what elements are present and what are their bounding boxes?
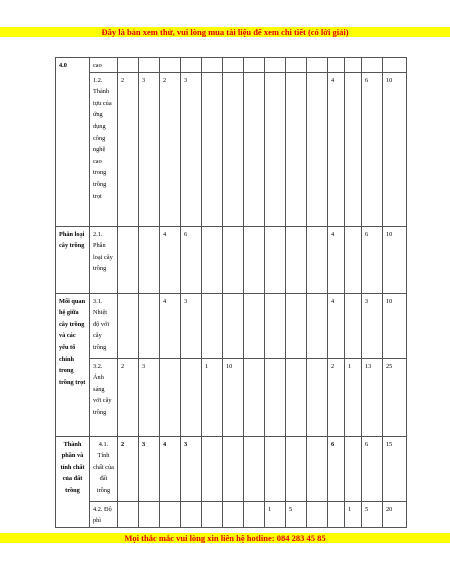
matrix-cell: 2: [118, 436, 139, 501]
matrix-cell: 10: [383, 293, 407, 358]
matrix-cell: [118, 501, 139, 527]
matrix-cell: 4: [160, 226, 181, 293]
matrix-cell: 20: [383, 501, 407, 527]
matrix-cell: [345, 293, 362, 358]
topic-cell: Mối quan hệ giữa cây trồng và các yếu tố chính trong trồng trọt: [56, 293, 90, 436]
matrix-cell: [265, 72, 286, 226]
table-row: [56, 358, 407, 436]
lesson-cell: cao: [90, 58, 118, 73]
matrix-cell: [223, 72, 244, 226]
matrix-cell: 3: [139, 72, 160, 226]
table-row: [56, 501, 407, 527]
matrix-cell: 10: [223, 358, 244, 436]
matrix-cell: [202, 293, 223, 358]
matrix-cell: [202, 72, 223, 226]
matrix-cell: [223, 226, 244, 293]
matrix-cell: 4: [328, 72, 345, 226]
matrix-cell: 6: [362, 226, 383, 293]
matrix-cell: 5: [362, 501, 383, 527]
matrix-cell: 3: [181, 436, 202, 501]
matrix-cell: 1: [202, 358, 223, 436]
matrix-cell: 10: [383, 226, 407, 293]
matrix-cell: [244, 226, 265, 293]
matrix-cell: 5: [286, 501, 307, 527]
table-row: [56, 58, 407, 73]
matrix-cell: [265, 436, 286, 501]
lesson-cell: 3.1. Nhiệt độ với cây trồng: [90, 293, 118, 358]
matrix-cell: [265, 226, 286, 293]
table-row: [56, 226, 407, 293]
matrix-cell: [244, 358, 265, 436]
matrix-cell: [244, 436, 265, 501]
matrix-cell: 4: [328, 293, 345, 358]
matrix-cell: 4: [160, 293, 181, 358]
matrix-cell: [202, 226, 223, 293]
matrix-cell: [202, 436, 223, 501]
preview-notice-banner: [0, 27, 450, 37]
lesson-cell: 1.2. Thành tựu của ứng dụng công nghệ cao trong trồng trọt: [90, 72, 118, 226]
matrix-cell: [286, 358, 307, 436]
matrix-cell: 3: [181, 293, 202, 358]
lesson-cell: 2.1. Phân loại cây trồng: [90, 226, 118, 293]
matrix-cell: [223, 501, 244, 527]
table-row: [56, 72, 407, 226]
matrix-cell: [345, 436, 362, 501]
matrix-cell: [160, 501, 181, 527]
matrix-cell: 6: [362, 436, 383, 501]
matrix-cell: 6: [362, 72, 383, 226]
matrix-cell: 4: [328, 226, 345, 293]
matrix-cell: 2: [328, 358, 345, 436]
chapter-cell: 4.0: [56, 58, 90, 227]
lesson-cell: 4.1. Tính chất của đất trồng: [90, 436, 118, 501]
matrix-cell: 13: [362, 358, 383, 436]
matrix-cell: [223, 293, 244, 358]
matrix-cell: [265, 293, 286, 358]
matrix-cell: 3: [139, 358, 160, 436]
matrix-cell: [345, 226, 362, 293]
matrix-cell: [244, 501, 265, 527]
matrix-cell: [307, 293, 328, 358]
matrix-cell: [286, 226, 307, 293]
matrix-cell: [139, 226, 160, 293]
matrix-cell: [307, 226, 328, 293]
matrix-cell: 2: [118, 358, 139, 436]
matrix-cell: 6: [181, 226, 202, 293]
matrix-cell: [139, 293, 160, 358]
matrix-cell: 3: [362, 293, 383, 358]
matrix-cell: [328, 501, 345, 527]
matrix-cell: [244, 293, 265, 358]
matrix-cell: [307, 501, 328, 527]
matrix-cell: [307, 436, 328, 501]
matrix-cell: 10: [383, 72, 407, 226]
matrix-cell: [265, 358, 286, 436]
matrix-cell: [244, 72, 265, 226]
lesson-cell: 4.2. Độ phì: [90, 501, 118, 527]
table-row: [56, 436, 407, 501]
preview-notice-text: Đây là bản xem thử, vui lòng mua tài liệu để xem chi tiết (có lời giải): [101, 27, 349, 37]
hotline-notice-banner: [0, 533, 450, 543]
matrix-cell: 25: [383, 358, 407, 436]
matrix-cell: [286, 293, 307, 358]
matrix-cell: 1: [345, 358, 362, 436]
hotline-notice-text: Mọi thắc mắc vui lòng xin liên hệ hotline: 084 283 45 85: [124, 533, 326, 543]
topic-cell: Thành phần và tính chất của đất trồng: [56, 436, 90, 527]
matrix-cell: 1: [265, 501, 286, 527]
assessment-matrix-table: [55, 57, 407, 528]
matrix-cell: [286, 436, 307, 501]
matrix-cell: 1: [345, 501, 362, 527]
matrix-cell: 2: [118, 72, 139, 226]
matrix-cell: [139, 501, 160, 527]
matrix-cell: [181, 501, 202, 527]
topic-cell: Phân loại cây trồng: [56, 226, 90, 293]
matrix-cell: [286, 72, 307, 226]
matrix-cell: [118, 293, 139, 358]
matrix-cell: 4: [160, 436, 181, 501]
matrix-cell: [181, 358, 202, 436]
matrix-cell: [118, 226, 139, 293]
matrix-cell: 15: [383, 436, 407, 501]
matrix-cell: 6: [328, 436, 345, 501]
matrix-cell: [307, 72, 328, 226]
matrix-cell: 3: [181, 72, 202, 226]
matrix-cell: [307, 358, 328, 436]
lesson-cell: 3.2. Ánh sáng với cây trồng: [90, 358, 118, 436]
matrix-cell: 3: [139, 436, 160, 501]
table-row: [56, 293, 407, 358]
matrix-cell: [202, 501, 223, 527]
matrix-cell: [223, 436, 244, 501]
matrix-cell: [345, 72, 362, 226]
matrix-cell: 2: [160, 72, 181, 226]
matrix-cell: [160, 358, 181, 436]
